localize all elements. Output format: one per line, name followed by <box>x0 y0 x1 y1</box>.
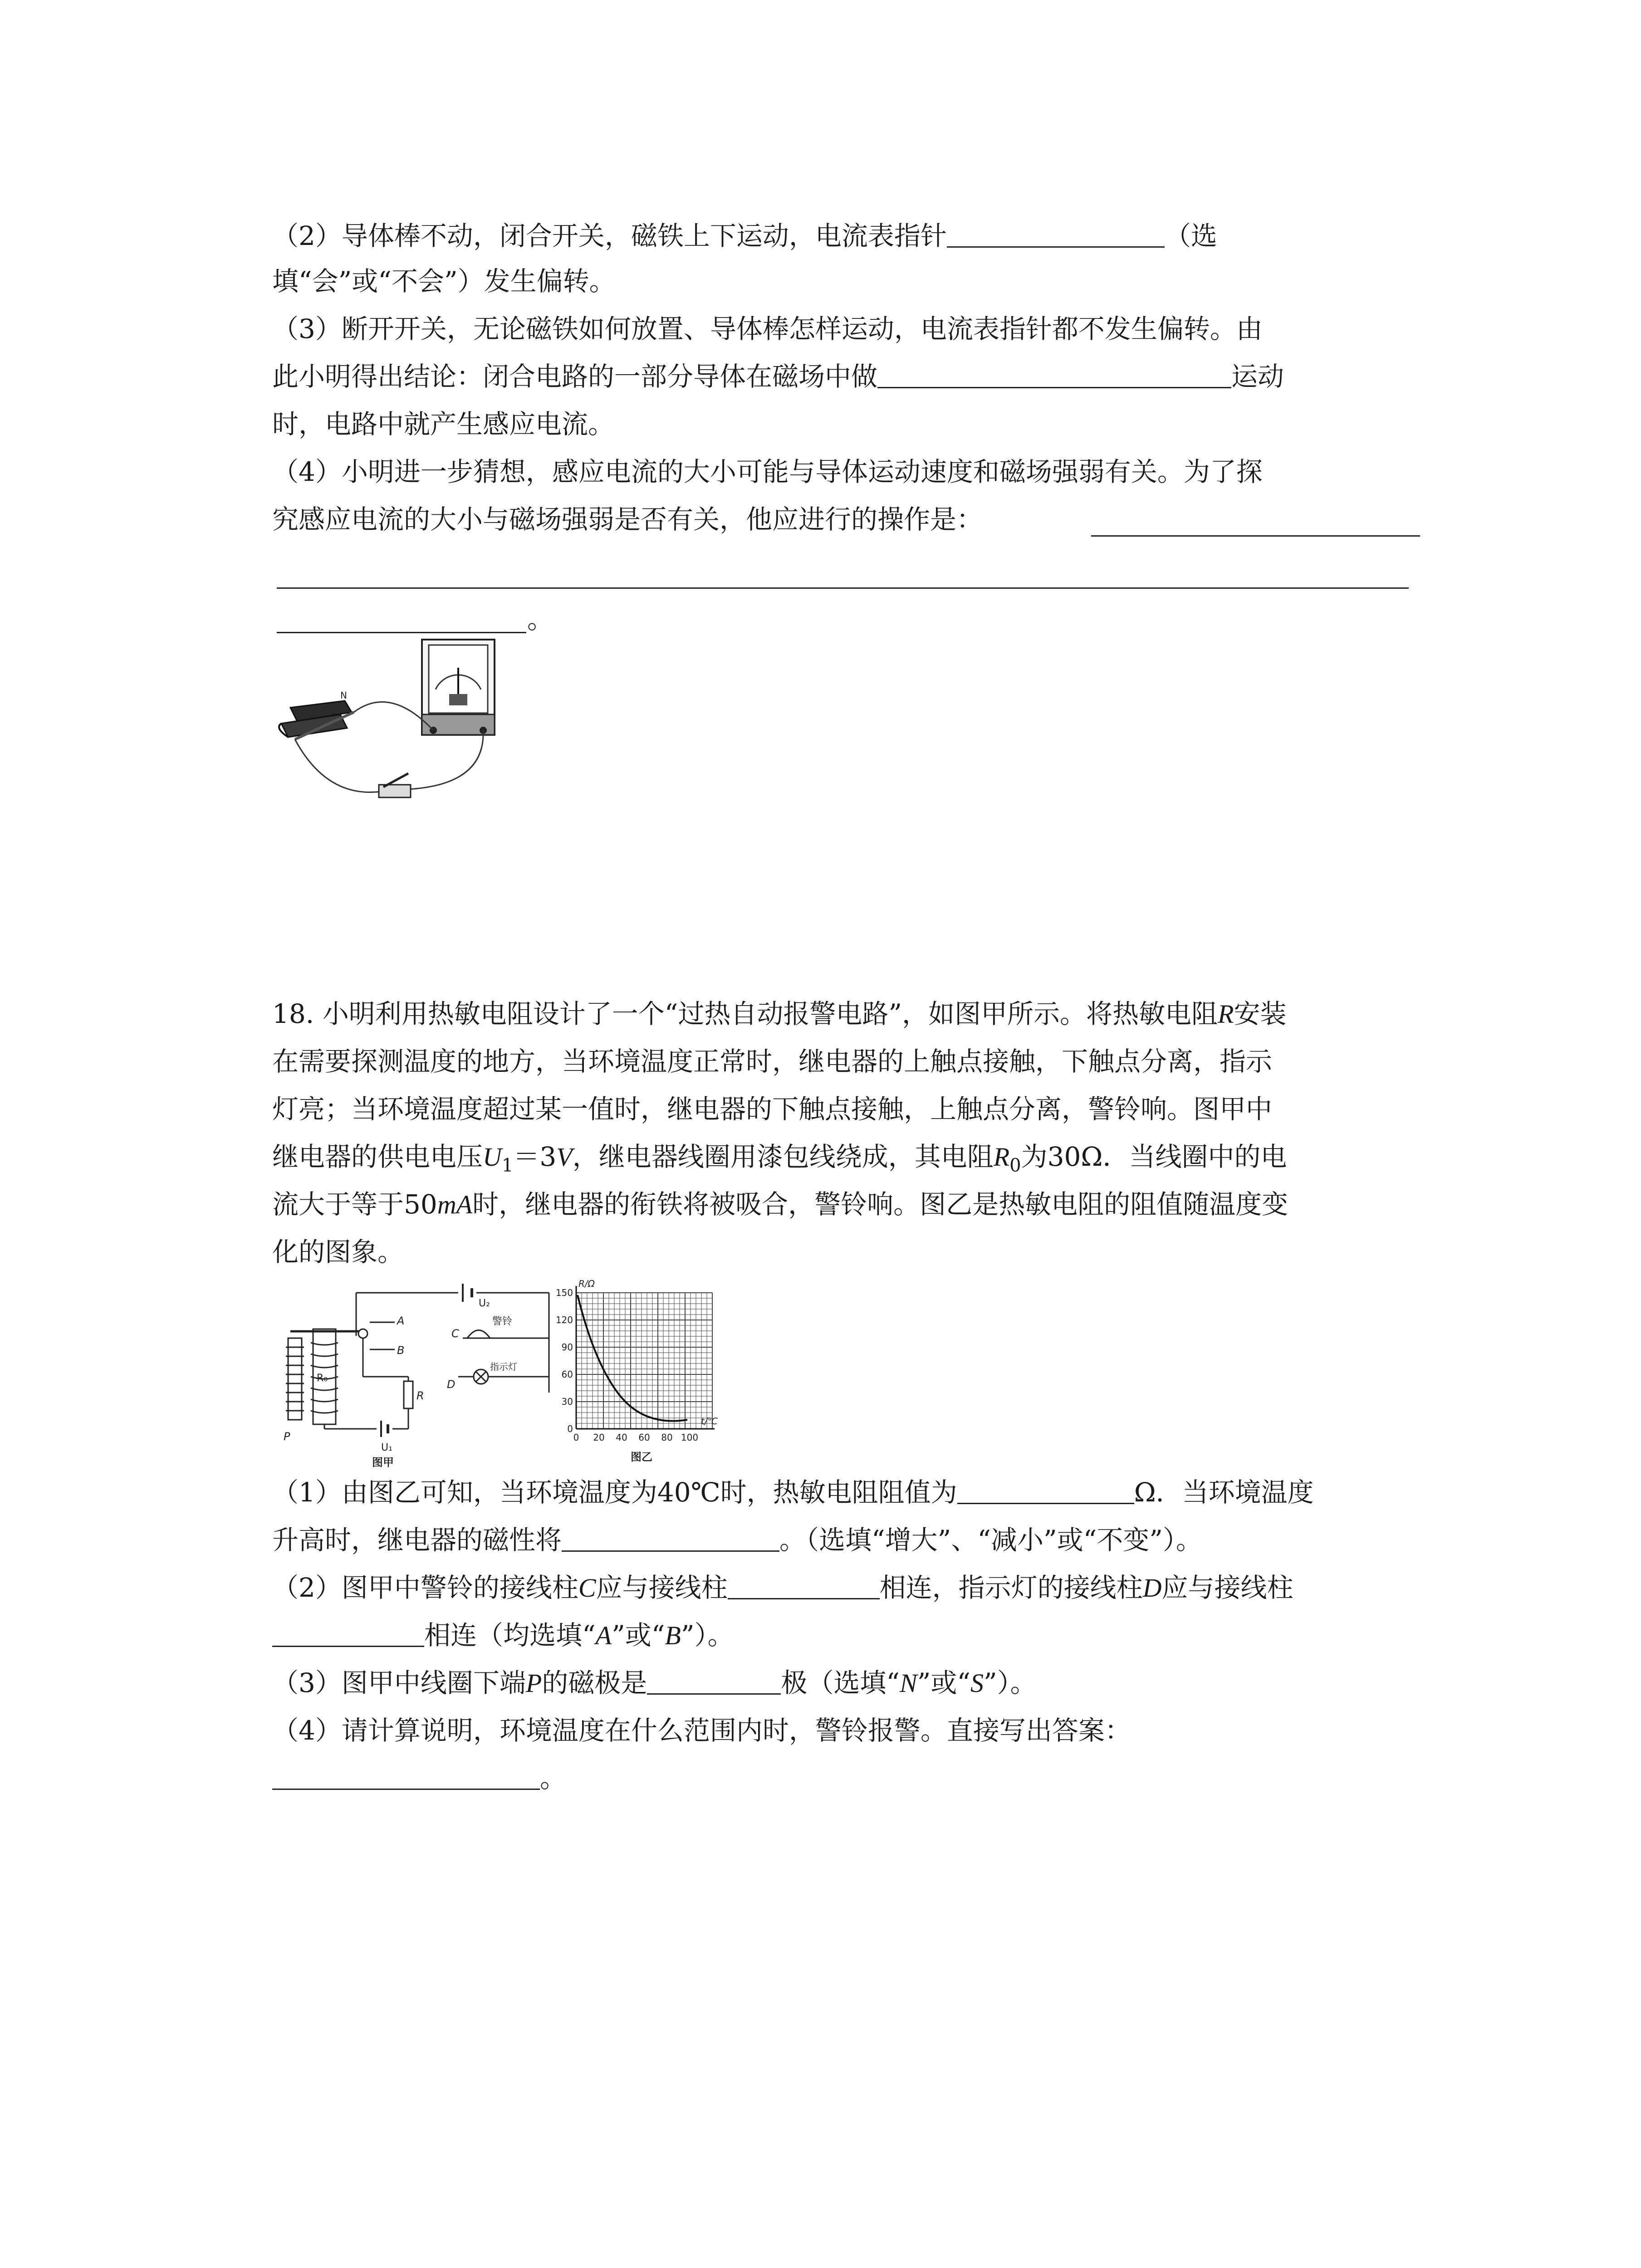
label-bell: 警铃 <box>492 1316 513 1327</box>
q18-sub1-line1: （1）由图乙可知，当环境温度为40℃时，热敏电阻阻值为 Ω．当环境温度 <box>272 1477 1314 1508</box>
q17-part2-line2: 填“会”或“不会”）发生偏转。 <box>272 266 616 297</box>
label-r: R <box>416 1389 424 1402</box>
terminal-a-label: A <box>397 1315 405 1327</box>
q17-part4-answer-blank-1[interactable] <box>1091 535 1420 537</box>
q17-part4-answer-blank-2[interactable] <box>277 587 1409 589</box>
label-lamp: 指示灯 <box>490 1361 517 1372</box>
q18-sub1-magnetism-blank[interactable] <box>562 1525 779 1552</box>
switch <box>379 773 411 797</box>
x-axis-label: t/℃ <box>701 1416 718 1427</box>
q17-part2-line1: （2）导体棒不动，闭合开关，磁铁上下运动，电流表指针 （选 <box>272 220 1217 251</box>
q18-stem-line5: 流大于等于50mA时，继电器的衔铁将被吸合，警铃响。图乙是热敏电阻的阻值随温度变 <box>272 1189 1288 1220</box>
magnet-north-label: N <box>340 690 347 701</box>
x-tick-label: 0 <box>573 1432 579 1443</box>
q18-stem-line1: 18. 小明利用热敏电阻设计了一个“过热自动报警电路”，如图甲所示。将热敏电阻R安装 <box>272 998 1287 1029</box>
x-tick-label: 20 <box>593 1432 605 1443</box>
q18-figure-yi-rt-graph <box>551 1277 746 1472</box>
x-tick-labels <box>573 1432 698 1443</box>
x-tick-label: 60 <box>638 1432 650 1443</box>
label-u1: U₁ <box>381 1442 392 1453</box>
q18-stem-line2: 在需要探测温度的地方，当环境温度正常时，继电器的上触点接触，下触点分离，指示 <box>272 1046 1273 1077</box>
terminal-b-label: B <box>397 1344 405 1357</box>
y-tick-label: 90 <box>561 1342 573 1353</box>
q18-sub2-line2: 相连（均选填“A”或“B”）。 <box>272 1617 734 1654</box>
q18-sub1-resistance-blank[interactable] <box>957 1477 1134 1504</box>
q17-part2-answer-blank[interactable] <box>947 221 1165 248</box>
y-tick-label: 150 <box>555 1287 573 1298</box>
q18-sub3: （3）图甲中线圈下端P的磁极是 极（选填“N”或“S”）。 <box>272 1667 1037 1698</box>
q17-part3-answer-blank[interactable] <box>877 362 1231 388</box>
x-tick-label: 100 <box>681 1432 699 1443</box>
terminal-c-label: C <box>451 1327 459 1340</box>
q18-sub2-bell-terminal-blank[interactable] <box>728 1573 880 1599</box>
galvanometer <box>422 640 495 735</box>
q17-part4-answer-blank-3[interactable] <box>277 632 526 633</box>
q18-sub2-line1: （2）图甲中警铃的接线柱C应与接线柱 相连，指示灯的接线柱D应与接线柱 <box>272 1572 1293 1603</box>
q17-part3-line1: （3）断开开关，无论磁铁如何放置、导体棒怎样运动，电流表指针都不发生偏转。由 <box>272 313 1263 344</box>
q18-number: 18. <box>272 998 314 1029</box>
q17-part3-line3: 时，电路中就产生感应电流。 <box>272 409 615 440</box>
q18-sub4-answer-line: 。 <box>272 1760 566 1796</box>
y-tick-labels <box>556 1287 573 1434</box>
q18-sub1-line2: 升高时，继电器的磁性将 。（选填“增大”、“减小”或“不变”）。 <box>272 1525 1202 1555</box>
q18-stem-line4: 继电器的供电电压$U_1=3V$，继电器线圈用漆包线绕成，其电阻$R_0$为30Ω．当线圈中的电 <box>272 1141 1287 1176</box>
y-tick-label: 30 <box>561 1396 573 1407</box>
label-p: P <box>284 1430 290 1443</box>
q18-stem-line6: 化的图象。 <box>272 1237 404 1267</box>
q17-part4-line1: （4）小明进一步猜想，感应电流的大小可能与导体运动速度和磁场强弱有关。为了探 <box>272 456 1263 487</box>
terminal-d-label: D <box>447 1378 456 1391</box>
graph-grid <box>576 1293 712 1429</box>
q17-part3-line2: 此小明得出结论：闭合电路的一部分导体在磁场中做 运动 <box>272 361 1284 392</box>
q17-part4-end: 。 <box>527 604 554 635</box>
x-tick-label: 80 <box>661 1432 673 1443</box>
figure-jia-caption: 图甲 <box>372 1456 394 1469</box>
y-tick-label: 120 <box>555 1315 573 1325</box>
x-tick-label: 40 <box>616 1432 627 1443</box>
q17-induction-apparatus-figure <box>272 635 526 812</box>
q18-stem-line3: 灯亮；当环境温度超过某一值时，继电器的下触点接触，上触点分离，警铃响。图甲中 <box>272 1094 1273 1124</box>
label-u2: U₂ <box>479 1298 490 1309</box>
figure-yi-caption: 图乙 <box>631 1451 652 1463</box>
y-axis-label: R/Ω <box>578 1278 595 1289</box>
q18-sub3-pole-blank[interactable] <box>647 1668 781 1695</box>
q18-sub4: （4）请计算说明，环境温度在什么范围内时，警铃报警。直接写出答案： <box>272 1715 1131 1746</box>
label-r0: R₀ <box>317 1373 328 1384</box>
q18-sub2-lamp-terminal-blank[interactable] <box>272 1620 424 1647</box>
q18-figure-jia-relay-circuit <box>272 1279 554 1470</box>
q18-sub4-answer-blank[interactable] <box>272 1763 540 1790</box>
bell-icon <box>467 1330 490 1339</box>
q17-part4-line2: 究感应电流的大小与磁场强弱是否有关，他应进行的操作是： <box>272 504 983 535</box>
y-tick-label: 0 <box>567 1423 573 1434</box>
y-tick-label: 60 <box>561 1369 573 1380</box>
